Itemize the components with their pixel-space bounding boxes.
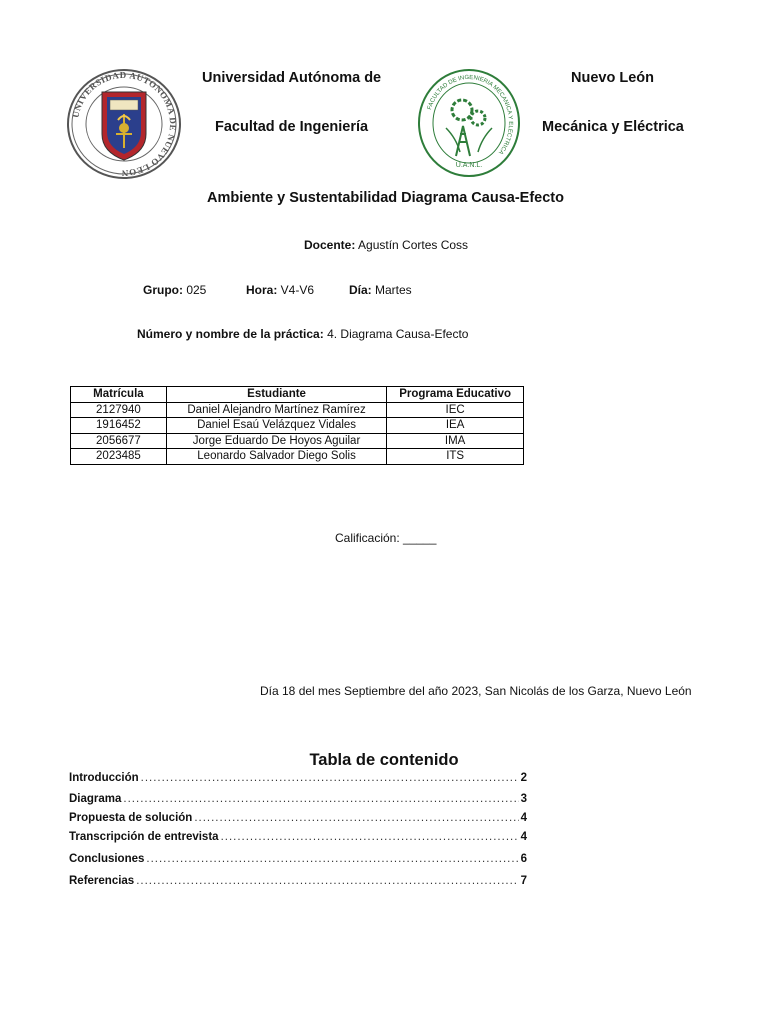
practica-line bbox=[137, 327, 468, 341]
toc-entry[interactable] bbox=[69, 875, 527, 887]
calificacion-line: Calificación: _____ bbox=[335, 531, 437, 545]
toc-entry-label: Introducción bbox=[69, 772, 139, 784]
toc-entry-page: 4 bbox=[520, 831, 527, 843]
toc-entry[interactable] bbox=[69, 793, 527, 805]
toc-entry-label: Propuesta de solución bbox=[69, 812, 193, 824]
table-row bbox=[71, 449, 524, 465]
fime-seal-bottom-text: U.A.N.L. bbox=[455, 162, 483, 169]
toc-entry-label: Referencias bbox=[69, 875, 135, 887]
toc-entry-page: 6 bbox=[520, 853, 527, 865]
table-row bbox=[71, 418, 524, 434]
cell-estudiante: Jorge Eduardo De Hoyos Aguilar bbox=[166, 433, 386, 449]
cell-matricula: 2056677 bbox=[71, 433, 167, 449]
cell-estudiante: Leonardo Salvador Diego Solis bbox=[166, 449, 386, 465]
docente-label: Docente: bbox=[304, 238, 356, 252]
docente-value: Agustín Cortes Coss bbox=[355, 238, 469, 252]
cell-matricula: 1916452 bbox=[71, 418, 167, 434]
toc-title: Tabla de contenido bbox=[309, 751, 459, 769]
toc-entry-label: Transcripción de entrevista bbox=[69, 831, 219, 843]
header-line1-right: Nuevo León bbox=[571, 70, 654, 86]
fime-ring-text: FACULTAD DE INGENIERIA MECANICA Y ELECTRICA bbox=[426, 74, 514, 156]
practica-value: 4. Diagrama Causa-Efecto bbox=[323, 327, 469, 341]
toc-entry-page: 7 bbox=[520, 875, 527, 887]
toc-entry-label: Diagrama bbox=[69, 793, 122, 805]
cell-programa: ITS bbox=[387, 449, 524, 465]
toc-leader bbox=[194, 812, 518, 824]
document-title: Ambiente y Sustentabilidad Diagrama Causa-Efecto bbox=[207, 190, 564, 206]
seal-ring-text: UNIVERSIDAD AUTONOMA DE NUEVO LEON bbox=[70, 69, 179, 179]
uanl-seal-icon bbox=[66, 68, 182, 180]
header-line2-left: Facultad de Ingeniería bbox=[215, 119, 369, 135]
toc-entry-label: Conclusiones bbox=[69, 853, 145, 865]
cell-estudiante: Daniel Alejandro Martínez Ramírez bbox=[166, 402, 386, 418]
table-header-row bbox=[71, 387, 524, 403]
grupo-line bbox=[143, 283, 206, 297]
toc-entry[interactable] bbox=[69, 831, 527, 843]
table-header-programa: Programa Educativo bbox=[387, 387, 524, 403]
toc-entry[interactable] bbox=[69, 772, 527, 784]
fime-seal-icon bbox=[416, 68, 522, 178]
toc-leader bbox=[136, 875, 518, 887]
toc-entry[interactable] bbox=[69, 853, 527, 865]
cell-programa: IEC bbox=[387, 402, 524, 418]
toc-leader bbox=[221, 831, 519, 843]
table-header-estudiante: Estudiante bbox=[166, 387, 386, 403]
fecha-line: Día 18 del mes Septiembre del año 2023, San Nicolás de los Garza, Nuevo León bbox=[260, 684, 692, 698]
toc-entry-page: 2 bbox=[520, 772, 527, 784]
toc-leader bbox=[123, 793, 518, 805]
header-line1-left: Universidad Autónoma de bbox=[202, 70, 382, 86]
toc-entry-page: 4 bbox=[520, 812, 527, 824]
dia-value: Martes bbox=[371, 283, 412, 297]
dia-line bbox=[349, 283, 412, 297]
toc-entry[interactable] bbox=[69, 812, 527, 824]
toc-leader bbox=[141, 772, 519, 784]
hora-value: V4-V6 bbox=[277, 283, 315, 297]
cell-matricula: 2127940 bbox=[71, 402, 167, 418]
grupo-label: Grupo: bbox=[143, 283, 183, 297]
header-line2-right: Mecánica y Eléctrica bbox=[542, 119, 684, 135]
grupo-value: 025 bbox=[183, 283, 207, 297]
hora-label: Hora: bbox=[246, 283, 278, 297]
dia-label: Día: bbox=[349, 283, 372, 297]
students-table bbox=[70, 386, 524, 465]
table-header-matricula: Matrícula bbox=[71, 387, 167, 403]
table-row bbox=[71, 402, 524, 418]
table-row bbox=[71, 433, 524, 449]
cell-programa: IEA bbox=[387, 418, 524, 434]
practica-label: Número y nombre de la práctica: bbox=[137, 327, 324, 341]
hora-line bbox=[246, 283, 314, 297]
cell-matricula: 2023485 bbox=[71, 449, 167, 465]
cell-estudiante: Daniel Esaú Velázquez Vidales bbox=[166, 418, 386, 434]
toc-entry-page: 3 bbox=[520, 793, 527, 805]
cell-programa: IMA bbox=[387, 433, 524, 449]
docente-line bbox=[304, 238, 468, 252]
toc-leader bbox=[146, 853, 518, 865]
